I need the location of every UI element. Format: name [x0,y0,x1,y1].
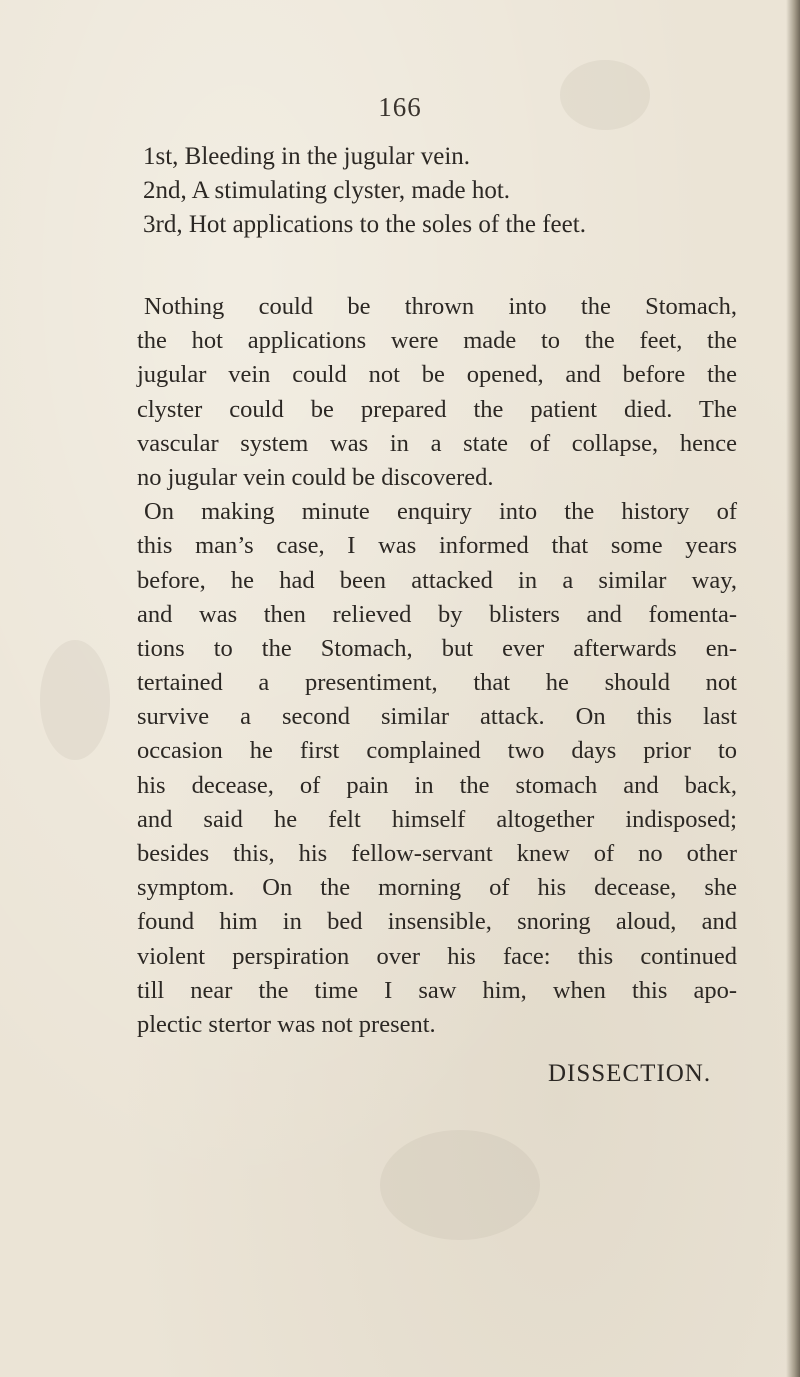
text-line: tertained a presentiment, that he should not [137,669,737,697]
text-line: clyster could be prepared the patient died. The [137,395,737,423]
page-number: 166 [378,92,422,122]
list-item: 3rd, Hot applications to the soles of the feet. [143,211,586,238]
list-item: 1st, Bleeding in the jugular vein. [143,143,471,170]
paper-stain [40,640,110,760]
text-line: violent perspiration over his face: this continued [137,942,737,970]
list-item: 2nd, A stimulating clyster, made hot. [143,177,511,204]
paper-stain [380,1130,540,1240]
text-line: tions to the Stomach, but ever afterwards en- [137,634,737,662]
text-line: survive a second similar attack. On this last [137,703,737,731]
text-line: jugular vein could not be opened, and before the [137,361,737,389]
text-line: found him in bed insensible, snoring aloud, and [137,908,737,936]
text-line: the hot applications were made to the feet, the [137,327,737,355]
section-heading: DISSECTION. [548,1060,712,1087]
text-line: besides this, his fellow-servant knew of no other [137,840,737,867]
text-line: no jugular vein could be discovered. [137,463,494,491]
page-edge-shadow [786,0,800,1377]
text-line: and was then relieved by blisters and fomenta- [137,600,737,628]
text-line: Nothing could be thrown into the Stomach, [144,293,737,320]
text-line: and said he felt himself altogether indisposed; [137,805,737,833]
text-line: On making minute enquiry into the history of [144,498,737,526]
text-line: vascular system was in a state of collapse, hence [137,429,737,457]
text-line: plectic stertor was not present. [137,1010,436,1038]
text-line: this man’s case, I was informed that some years [137,532,737,560]
case-narrative [137,290,737,1042]
text-line: occasion he first complained two days prior to [137,737,737,765]
text-line: before, he had been attacked in a similar way, [137,566,737,594]
text-line: till near the time I saw him, when this apo- [137,976,737,1004]
text-line: symptom. On the morning of his decease, she [137,874,737,902]
text-line: his decease, of pain in the stomach and back, [137,771,737,799]
treatment-list [143,140,763,242]
